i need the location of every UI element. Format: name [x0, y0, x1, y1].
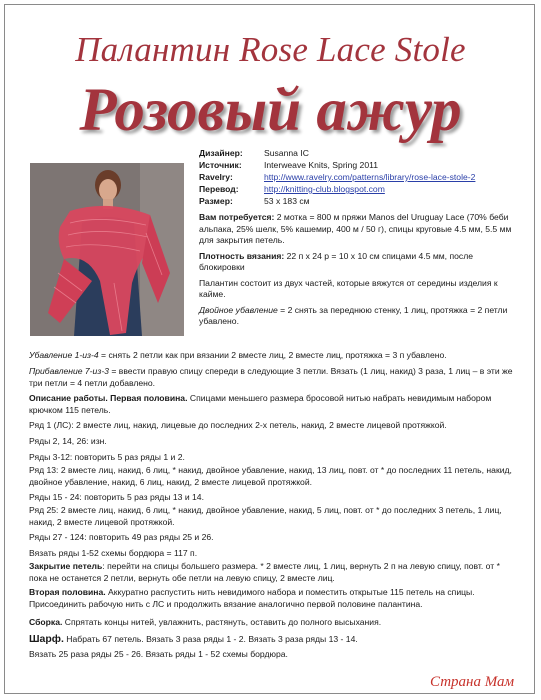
- desc-text: Спицами меньшего размера бросовой нитью набрать невидимым набором крючком 115 петель.: [29, 393, 492, 415]
- gauge-paragraph: [199, 251, 517, 274]
- source-row: [199, 160, 517, 172]
- size-label: Размер:: [199, 196, 233, 206]
- inc-7-3-paragraph: [29, 366, 517, 389]
- source-label: Источник:: [199, 160, 242, 170]
- gauge-text: 22 п х 24 р = 10 х 10 см спицами 4.5 мм, после блокировки: [199, 250, 473, 272]
- ravelry-label: Ravelry:: [199, 172, 233, 182]
- pattern-info: [199, 148, 517, 328]
- row-25: Ряд 25: 2 вместе лиц, накид, 6 лиц, * накид, двойное убавление, накид, 5 лиц, повт. от * до последних 3 петель, 1 лиц, накид, 2 вместе лицевой протяжкой.: [29, 505, 502, 527]
- yarn-paragraph: [199, 212, 517, 247]
- dec-1-4-paragraph: [29, 350, 517, 362]
- scarf-paragraph-2: Вязать 25 раза ряды 25 - 26. Вязать ряды 1 - 52 схемы бордюра.: [29, 649, 288, 659]
- designer-value: Susanna IC: [264, 148, 309, 158]
- yarn-text: 2 мотка = 800 м пряжи Manos del Uruguay Lace (70% беби альпака, 25% шелк, 5% кашемир, 400 м / 50 г), спицы круговые 4.5 мм, 5.5 мм для закрытия петель.: [199, 212, 512, 245]
- stole-photo: [30, 163, 184, 336]
- assembly-label: Сборка.: [29, 617, 63, 627]
- translation-link[interactable]: http://knitting-club.blogspot.com: [264, 184, 385, 194]
- row-3: Ряды 3-12: повторить 5 раз ряды 1 и 2.: [29, 452, 185, 462]
- row-1: Ряд 1 (ЛС): 2 вместе лиц, накид, лицевые до последних 2-х петель, накид, 2 вместе лицевой протяжкой.: [29, 420, 447, 430]
- source-value: Interweave Knits, Spring 2011: [264, 160, 379, 170]
- border-row: Вязать ряды 1-52 схемы бордюра = 117 п.: [29, 548, 198, 558]
- inc-7-3-text: = ввести правую спицу спереди в следующие 3 петли. Вязать (1 лиц, накид) 3 раза, 1 лиц – в эти же три петли = 4 петли добавлено.: [29, 366, 513, 388]
- page-title: Палантин Rose Lace Stole: [75, 30, 466, 69]
- size-value: 53 х 183 см: [264, 196, 310, 206]
- gauge-label: Плотность вязания:: [199, 250, 285, 261]
- page-subtitle: Розовый ажур: [79, 77, 462, 144]
- size-row: [199, 196, 517, 208]
- ravelry-row: [199, 172, 517, 184]
- bind-off-paragraph: [29, 561, 517, 584]
- desc-label: Описание работы. Первая половина.: [29, 393, 188, 403]
- designer-row: [199, 148, 517, 160]
- designer-label: Дизайнер:: [199, 148, 243, 158]
- double-dec-label: Двойное убавление: [199, 304, 278, 315]
- scarf-paragraph: [29, 634, 517, 646]
- translation-row: [199, 184, 517, 196]
- row-2: Ряды 2, 14, 26: изн.: [29, 436, 107, 446]
- row-13: Ряд 13: 2 вместе лиц, накид, 6 лиц, * накид, двойное убавление, накид, 13 лиц, повт. от * до последних 11 петель, накид, двойное убавление, накид, 6 лиц, накид, 2 вместе лицевой протяжкой.: [29, 465, 512, 487]
- bind-off-text: : перейти на спицы большего размера. * 2 вместе лиц, 1 лиц, вернуть 2 п на левую спицу, повт. от * пока не останется 2 петли, вернуть обе петли на левую спицу, 2 вместе лиц.: [29, 561, 500, 583]
- bind-off-label: Закрытие петель: [29, 561, 103, 571]
- row-15: Ряды 15 - 24: повторить 5 раз ряды 13 и 14.: [29, 492, 204, 502]
- second-half-label: Вторая половина.: [29, 587, 106, 597]
- double-dec-paragraph: [199, 305, 517, 328]
- assembly-text: Спрятать концы нитей, увлажнить, растянуть, оставить до полного высыхания.: [62, 617, 382, 627]
- second-half-paragraph: [29, 587, 517, 610]
- construction-paragraph: Палантин состоит из двух частей, которые вяжутся от середины изделия к кайме.: [199, 277, 498, 299]
- double-dec-text: = 2 снять за переднюю стенку, 1 лиц, протяжка = 2 петли убавлено.: [199, 304, 508, 326]
- dec-1-4-text: = снять 2 петли как при вязании 2 вместе лиц, 2 вместе лиц, протяжка = 3 п убавлено.: [98, 350, 447, 360]
- second-half-text: Аккуратно распустить нить невидимого набора и поместить открытые 115 петель на спицы. Присоединить рабочую нить с ЛС и продолжить вязание аналогично первой половине палантина.: [29, 587, 475, 609]
- watermark: Страна Мам: [430, 674, 515, 690]
- translation-label: Перевод:: [199, 184, 239, 194]
- inc-7-3-label: Прибавление 7-из-3: [29, 366, 109, 376]
- scarf-text: Набрать 67 петель. Вязать 3 раза ряды 1 - 2. Вязать 3 раза ряды 13 - 14.: [63, 634, 358, 644]
- dec-1-4-label: Убавление 1-из-4: [29, 350, 99, 360]
- assembly-paragraph: [29, 617, 517, 629]
- yarn-label: Вам потребуется:: [199, 212, 275, 222]
- row-27: Ряды 27 - 124: повторить 49 раз ряды 25 и 26.: [29, 532, 214, 542]
- desc-paragraph: [29, 393, 517, 416]
- scarf-label: Шарф.: [29, 633, 64, 645]
- ravelry-link[interactable]: http://www.ravelry.com/patterns/library/rose-lace-stole-2: [264, 172, 476, 182]
